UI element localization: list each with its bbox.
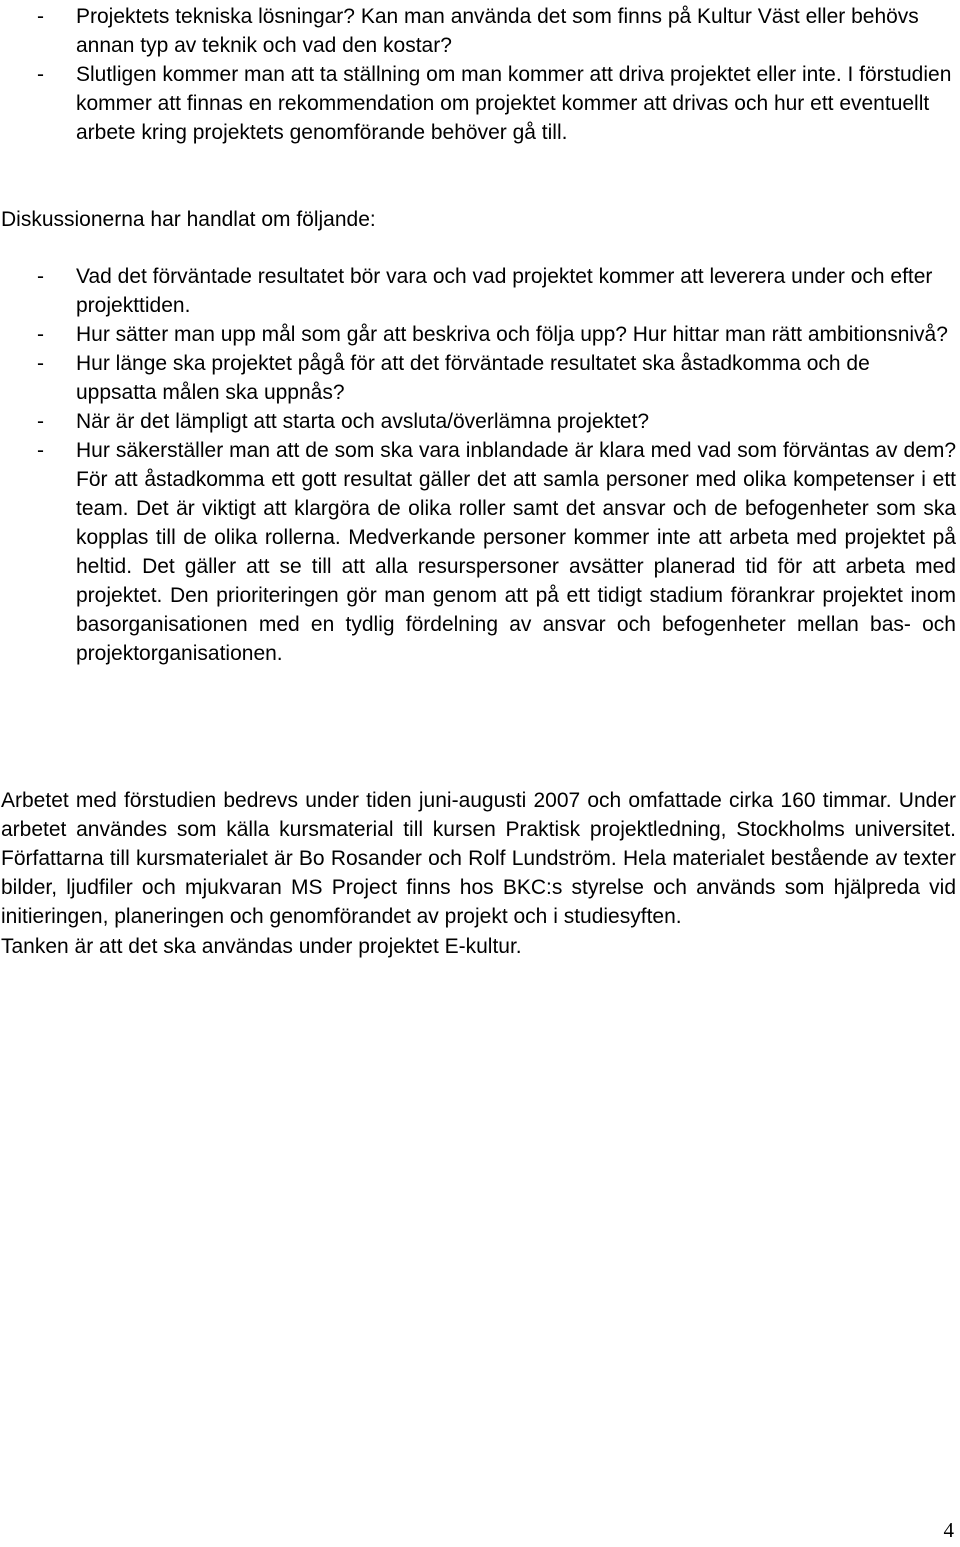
question-list-top bbox=[0, 2, 960, 147]
list-bullet: - bbox=[37, 352, 44, 375]
list-item bbox=[0, 349, 960, 407]
list-item-text: Projektets tekniska lösningar? Kan man använda det som finns på Kultur Väst eller behövs annan typ av teknik och vad den kostar? bbox=[76, 5, 919, 57]
list-item-text: Hur säkerställer man att de som ska vara inblandade är klara med vad som förväntas av dem? För att åstadkomma ett gott resultat gäller det att samla personer med olika kompetenser i ett team. Det är viktigt att klargöra de olika roller samt det ansvar och de befogenheter som ska kopplas till de olika rollerna. Medverkande personer kommer inte att arbeta med projektet på heltid. Det gäller att se till att alla resurspersoner avsätter planerad tid för att arbeta med projektet. Den prioriteringen gör man genom att på ett tidigt stadium förankrar projektet inom basorganisationen med en tydlig fördelning av ansvar och befogenheter mellan bas- och projektorganisationen. bbox=[76, 439, 956, 665]
page-number: 4 bbox=[943, 1518, 954, 1542]
list-item-text: Vad det förväntade resultatet bör vara och vad projektet kommer att leverera under och efter projekttiden. bbox=[76, 265, 933, 317]
body-paragraph: Tanken är att det ska användas under projektet E-kultur. bbox=[1, 935, 522, 958]
list-bullet: - bbox=[37, 323, 44, 346]
body-paragraph: Arbetet med förstudien bedrevs under tiden juni-augusti 2007 och omfattade cirka 160 timmar. Under arbetet användes som källa kursmaterial till kursen Praktisk projektledning, Stockholms universitet. Författarna till kursmaterialet är Bo Rosander och Rolf Lundström. Hela materialet bestående av texter bilder, ljudfiler och mjukvaran MS Project finns hos BKC:s styrelse och används som hjälpreda vid initieringen, planeringen och genomförandet av projekt och i studiesyften. bbox=[1, 789, 956, 928]
list-item-text: Hur länge ska projektet pågå för att det förväntade resultatet ska åstadkomma och de uppsatta målen ska uppnås? bbox=[76, 352, 870, 404]
list-bullet: - bbox=[37, 410, 44, 433]
list-item-text: Hur sätter man upp mål som går att beskriva och följa upp? Hur hittar man rätt ambitionsnivå? bbox=[76, 323, 948, 346]
list-bullet: - bbox=[37, 63, 44, 86]
list-item-text: När är det lämpligt att starta och avsluta/överlämna projektet? bbox=[76, 410, 650, 433]
discussion-list bbox=[0, 262, 960, 668]
list-bullet: - bbox=[37, 439, 44, 462]
list-item bbox=[0, 407, 960, 436]
list-item bbox=[0, 262, 960, 320]
list-item bbox=[0, 320, 960, 349]
list-item-text: Slutligen kommer man att ta ställning om man kommer att driva projektet eller inte. I förstudien kommer att finnas en rekommendation om projektet kommer att drivas och hur ett eventuellt arbete kring projektets genomförande behöver gå till. bbox=[76, 63, 952, 144]
list-item bbox=[0, 2, 960, 60]
list-item bbox=[0, 436, 960, 668]
list-item bbox=[0, 60, 960, 147]
list-bullet: - bbox=[37, 5, 44, 28]
list-bullet: - bbox=[37, 265, 44, 288]
discussion-intro: Diskussionerna har handlat om följande: bbox=[1, 208, 376, 231]
